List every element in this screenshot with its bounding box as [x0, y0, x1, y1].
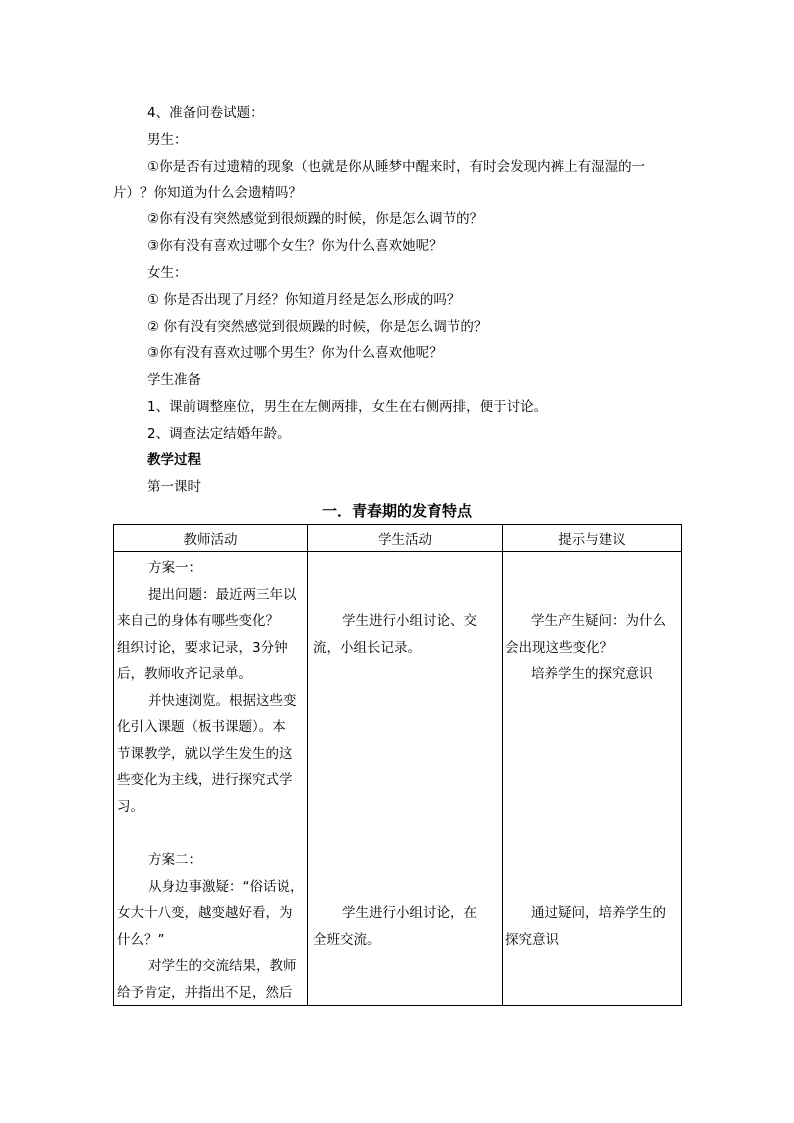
boys-question-2: ②你有没有突然感觉到很烦躁的时候，你是怎么调节的？	[147, 211, 484, 227]
girls-question-2: ② 你有没有突然感觉到很烦躁的时候，你是怎么调节的？	[147, 319, 488, 335]
teacher-text-line: 什么？”	[117, 932, 165, 948]
boys-question-1-line-2: 片）？你知道为什么会遗精吗？	[113, 185, 302, 201]
table-header-row	[114, 525, 682, 552]
teacher-text-line: 些变化为主线，进行探究式学	[117, 772, 293, 788]
girls-label: 女生：	[147, 265, 188, 281]
student-text-line: 流，小组长记录。	[313, 640, 421, 656]
header-teacher-activity: 教师活动	[114, 525, 308, 552]
plan-1-label: 方案一：	[148, 560, 202, 576]
teacher-text-line: 节课教学，就以学生发生的这	[117, 746, 293, 762]
boys-question-3: ③你有没有喜欢过哪个女生？你为什么喜欢她呢？	[147, 238, 443, 254]
table-row	[114, 552, 682, 1006]
teacher-text-line: 后，教师收齐记录单。	[117, 666, 252, 682]
student-activity-cell	[308, 552, 503, 1006]
header-tips: 提示与建议	[503, 525, 682, 552]
teacher-text-line: 给予肯定，并指出不足，然后	[117, 985, 293, 1001]
lesson-label: 第一课时	[147, 479, 201, 495]
tips-cell	[503, 552, 682, 1006]
student-prep-title: 学生准备	[147, 372, 201, 388]
teacher-text-line: 提出问题：最近两三年以	[148, 587, 297, 603]
teacher-text-line: 女大十八变，越变越好看，为	[117, 905, 293, 921]
tips-text-line: 通过疑问，培养学生的	[531, 905, 666, 921]
student-prep-item-1: 1、课前调整座位，男生在左侧两排，女生在右侧两排，便于讨论。	[147, 399, 548, 415]
activity-table	[113, 524, 682, 1006]
student-text-line: 学生进行小组讨论、交	[342, 613, 477, 629]
teacher-text-line: 从身边事激疑：“俗话说，	[148, 879, 304, 895]
teacher-text-line: 组织讨论，要求记录，3分钟	[117, 640, 288, 656]
teacher-text-line: 来自己的身体有哪些变化？	[117, 613, 279, 629]
teacher-text-line: 对学生的交流结果，教师	[148, 958, 297, 974]
boys-question-1-line-1: ①你是否有过遗精的现象（也就是你从睡梦中醒来时，有时会发现内裤上有湿湿的一	[147, 159, 646, 175]
teacher-text-line: 习。	[117, 799, 144, 815]
plan-2-label: 方案二：	[148, 852, 202, 868]
girls-question-3: ③你有没有喜欢过哪个男生？你为什么喜欢他呢？	[147, 345, 443, 361]
teacher-text-line: 并快速浏览。根据这些变	[148, 693, 297, 709]
section-title: 一．青春期的发育特点	[321, 502, 472, 520]
boys-label: 男生：	[147, 132, 188, 148]
student-text-line: 全班交流。	[313, 932, 381, 948]
tips-text-line: 会出现这些变化？	[505, 640, 613, 656]
tips-text-line: 探究意识	[505, 932, 559, 948]
teacher-activity-cell	[114, 552, 308, 1006]
teacher-text-line: 化引入课题（板书课题）。本	[117, 719, 286, 735]
tips-text-line: 学生产生疑问：为什么	[531, 613, 666, 629]
girls-question-1: ① 你是否出现了月经？你知道月经是怎么形成的吗？	[147, 292, 461, 308]
student-text-line: 学生进行小组讨论，在	[342, 905, 477, 921]
student-prep-item-2: 2、调查法定结婚年龄。	[147, 426, 291, 442]
header-student-activity: 学生活动	[308, 525, 503, 552]
process-title: 教学过程	[147, 452, 201, 468]
prep-item-4: 4、准备问卷试题：	[147, 105, 264, 121]
tips-text-line: 培养学生的探究意识	[531, 666, 653, 682]
